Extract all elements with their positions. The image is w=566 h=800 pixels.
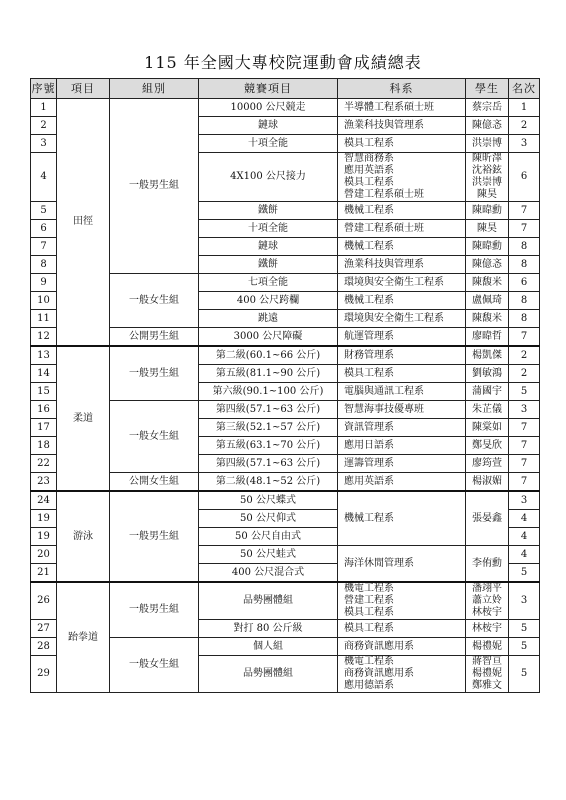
rank-cell: 2: [509, 117, 540, 135]
rank-cell: 7: [509, 202, 540, 220]
dept-cell: 模具工程系: [338, 365, 466, 383]
no-cell: 17: [31, 419, 57, 437]
rank-cell: 4: [509, 528, 540, 546]
event-cell: 第五級(81.1~90 公斤): [199, 365, 338, 383]
dept-cell: 漁業科技與管理系: [338, 117, 466, 135]
student-cell: 陳億忞: [466, 256, 509, 274]
header-cell-event: 競賽項目: [199, 79, 338, 99]
no-cell: 19: [31, 528, 57, 546]
dept-cell: 電腦與通訊工程系: [338, 383, 466, 401]
student-cell: 陳暐勳: [466, 202, 509, 220]
event-cell: 400 公尺跨欄: [199, 292, 338, 310]
rank-cell: 8: [509, 256, 540, 274]
student-cell: 陳暐勳: [466, 238, 509, 256]
student-cell: [466, 582, 509, 620]
student-cell: 楊淑媚: [466, 473, 509, 492]
rank-cell: 8: [509, 238, 540, 256]
event-cell: 第四級(57.1~63 公斤): [199, 455, 338, 473]
header-cell-sport: 項目: [57, 79, 110, 99]
rank-cell: 5: [509, 383, 540, 401]
rank-cell: 7: [509, 419, 540, 437]
no-cell: 21: [31, 564, 57, 583]
dept-cell: 應用日語系: [338, 437, 466, 455]
no-cell: 8: [31, 256, 57, 274]
dept-line: 模具工程系: [344, 177, 394, 188]
dept-cell: 漁業科技與管理系: [338, 256, 466, 274]
event-cell: 跳遠: [199, 310, 338, 328]
sport-cell: 柔道: [57, 346, 110, 491]
table-row: [31, 346, 540, 365]
student-cell: 盧佩琦: [466, 292, 509, 310]
dept-cell: 運籌管理系: [338, 455, 466, 473]
rank-cell: 7: [509, 328, 540, 347]
student-cell: [466, 656, 509, 693]
no-cell: 13: [31, 346, 57, 365]
event-cell: 50 公尺自由式: [199, 528, 338, 546]
no-cell: 15: [31, 383, 57, 401]
no-cell: 10: [31, 292, 57, 310]
table-row: [31, 491, 540, 510]
event-cell: 鏈球: [199, 117, 338, 135]
dept-cell: 模具工程系: [338, 620, 466, 638]
no-cell: 5: [31, 202, 57, 220]
student-line: 林桉宇: [472, 607, 502, 618]
rank-cell: 6: [509, 274, 540, 292]
dept-cell: 航運管理系: [338, 328, 466, 347]
event-cell: 十項全能: [199, 220, 338, 238]
group-cell: 一般男生組: [110, 582, 199, 638]
no-cell: 27: [31, 620, 57, 638]
no-cell: 26: [31, 582, 57, 620]
rank-cell: 7: [509, 473, 540, 492]
group-cell: 公開女生組: [110, 473, 199, 492]
dept-cell: 模具工程系: [338, 135, 466, 153]
rank-cell: 8: [509, 310, 540, 328]
rank-cell: 3: [509, 582, 540, 620]
student-cell: 張晏鑫: [466, 491, 509, 546]
dept-cell: 財務管理系: [338, 346, 466, 365]
student-line: 潘翊平: [472, 583, 502, 594]
event-cell: 4X100 公尺接力: [199, 153, 338, 202]
event-cell: 對打 80 公斤級: [199, 620, 338, 638]
event-cell: 50 公尺蝶式: [199, 491, 338, 510]
no-cell: 18: [31, 437, 57, 455]
event-cell: 第六級(90.1~100 公斤): [199, 383, 338, 401]
student-cell: 楊禮妮: [466, 638, 509, 656]
dept-cell: 機械工程系: [338, 292, 466, 310]
student-cell: 洪崇博: [466, 135, 509, 153]
no-cell: 6: [31, 220, 57, 238]
rank-cell: 7: [509, 455, 540, 473]
dept-cell: 海洋休閒管理系: [338, 546, 466, 583]
group-cell: 一般女生組: [110, 274, 199, 328]
no-cell: 22: [31, 455, 57, 473]
dept-line: 營建工程系碩士班: [344, 189, 424, 200]
dept-line: 機電工程系: [344, 583, 394, 594]
rank-cell: 7: [509, 220, 540, 238]
rank-cell: 3: [509, 135, 540, 153]
sport-cell: 田徑: [57, 99, 110, 347]
no-cell: 3: [31, 135, 57, 153]
student-cell: 廖筠萱: [466, 455, 509, 473]
group-cell: 一般男生組: [110, 99, 199, 274]
no-cell: 9: [31, 274, 57, 292]
no-cell: 23: [31, 473, 57, 492]
dept-line: 營建工程系: [344, 595, 394, 606]
dept-line: 應用英語系: [344, 165, 394, 176]
dept-cell: 半導體工程系碩士班: [338, 99, 466, 117]
group-cell: 公開男生組: [110, 328, 199, 347]
dept-cell: 智慧海事技優專班: [338, 401, 466, 419]
event-cell: 七項全能: [199, 274, 338, 292]
dept-line: 模具工程系: [344, 607, 394, 618]
no-cell: 20: [31, 546, 57, 564]
header-cell-dept: 科系: [338, 79, 466, 99]
student-line: 楊禮妮: [472, 668, 502, 679]
dept-line: 應用德語系: [344, 680, 394, 691]
dept-cell: 資訊管理系: [338, 419, 466, 437]
event-cell: 第三級(52.1~57 公斤): [199, 419, 338, 437]
rank-cell: 8: [509, 292, 540, 310]
student-line: 陳昕澤: [472, 153, 502, 164]
student-line: 蔣智亘: [472, 656, 502, 667]
rank-cell: 3: [509, 401, 540, 419]
no-cell: 29: [31, 656, 57, 693]
rank-cell: 5: [509, 620, 540, 638]
no-cell: 2: [31, 117, 57, 135]
event-cell: 品勢團體組: [199, 656, 338, 693]
header-row: [31, 79, 540, 99]
student-cell: 陳棠如: [466, 419, 509, 437]
event-cell: 鐵餅: [199, 202, 338, 220]
group-cell: 一般男生組: [110, 491, 199, 582]
dept-cell: [338, 582, 466, 620]
student-line: 鄭雅文: [472, 680, 502, 691]
rank-cell: 5: [509, 656, 540, 693]
table-row: [31, 582, 540, 620]
student-line: 蕭立姈: [472, 595, 502, 606]
dept-cell: 商務資訊應用系: [338, 638, 466, 656]
student-cell: 蒲國宇: [466, 383, 509, 401]
rank-cell: 5: [509, 638, 540, 656]
group-cell: 一般男生組: [110, 346, 199, 401]
student-line: 沈裕鉉: [472, 165, 502, 176]
dept-cell: 營建工程系碩士班: [338, 220, 466, 238]
dept-cell: 環境與安全衛生工程系: [338, 310, 466, 328]
student-cell: 李侑勳: [466, 546, 509, 583]
student-cell: 蔡宗岳: [466, 99, 509, 117]
rank-cell: 6: [509, 153, 540, 202]
event-cell: 第二級(48.1~52 公斤): [199, 473, 338, 492]
no-cell: 4: [31, 153, 57, 202]
student-cell: 林桉宇: [466, 620, 509, 638]
event-cell: 個人組: [199, 638, 338, 656]
student-line: 洪崇博: [472, 177, 502, 188]
student-cell: [466, 153, 509, 202]
header-cell-rank: 名次: [509, 79, 540, 99]
event-cell: 3000 公尺障礙: [199, 328, 338, 347]
event-cell: 鐵餅: [199, 256, 338, 274]
event-cell: 品勢團體組: [199, 582, 338, 620]
sport-cell: 跆拳道: [57, 582, 110, 693]
rank-cell: 1: [509, 99, 540, 117]
rank-cell: 4: [509, 546, 540, 564]
no-cell: 14: [31, 365, 57, 383]
dept-line: 商務資訊應用系: [344, 668, 414, 679]
event-cell: 第二級(60.1~66 公斤): [199, 346, 338, 365]
student-cell: 陳昊: [466, 220, 509, 238]
student-cell: 朱芷儀: [466, 401, 509, 419]
dept-cell: 機械工程系: [338, 491, 466, 546]
no-cell: 19: [31, 510, 57, 528]
student-cell: 陳馥米: [466, 274, 509, 292]
event-cell: 第五級(63.1~70 公斤): [199, 437, 338, 455]
dept-line: 智慧商務系: [344, 153, 394, 164]
rank-cell: 3: [509, 491, 540, 510]
dept-cell: 機械工程系: [338, 202, 466, 220]
no-cell: 24: [31, 491, 57, 510]
dept-cell: [338, 656, 466, 693]
dept-line: 機電工程系: [344, 656, 394, 667]
results-table: [30, 78, 540, 693]
no-cell: 1: [31, 99, 57, 117]
student-line: 陳昊: [477, 189, 497, 200]
rank-cell: 4: [509, 510, 540, 528]
rank-cell: 5: [509, 564, 540, 583]
no-cell: 11: [31, 310, 57, 328]
event-cell: 400 公尺混合式: [199, 564, 338, 583]
dept-cell: 應用英語系: [338, 473, 466, 492]
group-cell: 一般女生組: [110, 638, 199, 693]
table-row: [31, 99, 540, 117]
dept-cell: 機械工程系: [338, 238, 466, 256]
header-cell-group: 組別: [110, 79, 199, 99]
group-cell: 一般女生組: [110, 401, 199, 473]
page-title: 115 年全國大專校院運動會成績總表: [144, 53, 422, 72]
student-cell: 陳億忞: [466, 117, 509, 135]
no-cell: 7: [31, 238, 57, 256]
event-cell: 10000 公尺競走: [199, 99, 338, 117]
student-cell: 劉敏鴻: [466, 365, 509, 383]
header-cell-no: 序號: [31, 79, 57, 99]
event-cell: 第四級(57.1~63 公斤): [199, 401, 338, 419]
rank-cell: 2: [509, 346, 540, 365]
student-cell: 廖暐哲: [466, 328, 509, 347]
no-cell: 28: [31, 638, 57, 656]
sport-cell: 游泳: [57, 491, 110, 582]
event-cell: 鏈球: [199, 238, 338, 256]
no-cell: 16: [31, 401, 57, 419]
event-cell: 50 公尺蛙式: [199, 546, 338, 564]
dept-cell: [338, 153, 466, 202]
student-cell: 鄭旻欣: [466, 437, 509, 455]
rank-cell: 7: [509, 437, 540, 455]
no-cell: 12: [31, 328, 57, 347]
student-cell: 楊凱傑: [466, 346, 509, 365]
header-cell-student: 學生: [466, 79, 509, 99]
student-cell: 陳馥米: [466, 310, 509, 328]
dept-cell: 環境與安全衛生工程系: [338, 274, 466, 292]
event-cell: 十項全能: [199, 135, 338, 153]
rank-cell: 2: [509, 365, 540, 383]
event-cell: 50 公尺仰式: [199, 510, 338, 528]
